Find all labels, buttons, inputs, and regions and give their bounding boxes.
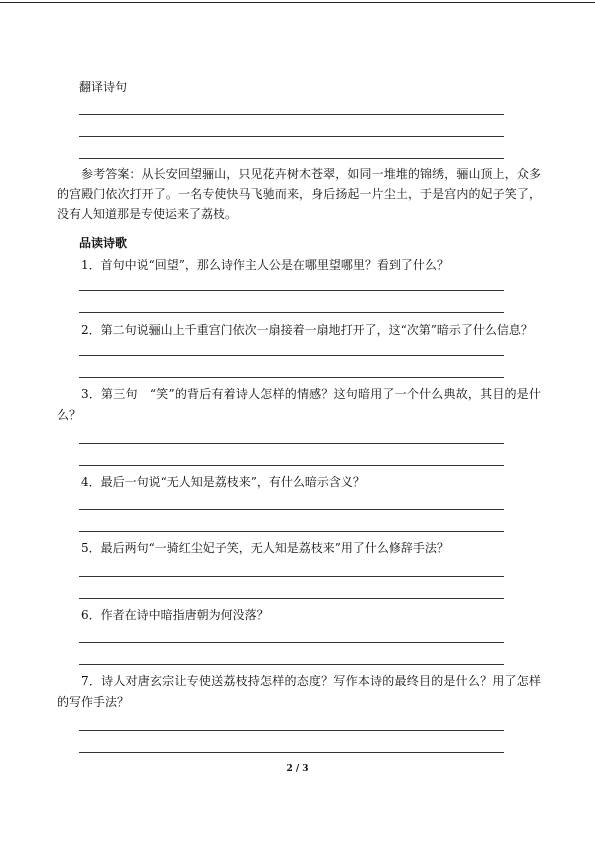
question-text: 6．作者在诗中暗指唐朝为何没落？ [81, 608, 269, 622]
answer-line[interactable] [79, 752, 504, 753]
answer-line[interactable] [79, 312, 504, 313]
translate-label: 翻译诗句 [79, 80, 128, 94]
question-text: 1．首句中说“回望”，那么诗作主人公是在哪里望哪里？看到了什么？ [81, 258, 449, 272]
answer-line[interactable] [79, 355, 504, 356]
reference-answer [57, 164, 541, 224]
answer-line[interactable] [79, 576, 504, 577]
answer-line[interactable] [79, 465, 504, 466]
question-text: 3．第三句 “笑”的背后有着诗人怎样的情感？这句暗用了一个什么典故，其目的是什么？ [57, 387, 541, 422]
question-3 [57, 384, 541, 426]
answer-line[interactable] [79, 664, 504, 665]
answer-line[interactable] [79, 290, 504, 291]
question-text: 5．最后两句“一骑红尘妃子笑，无人知是荔枝来”用了什么修辞手法？ [81, 541, 449, 555]
answer-line[interactable] [79, 642, 504, 643]
question-6 [57, 605, 541, 626]
answer-line[interactable] [79, 443, 504, 444]
reference-answer-text: 参考答案：从长安回望骊山，只见花卉树木苍翠，如同一堆堆的锦绣，骊山顶上，众多的宫殿门依次打开了。一名专使快马飞驰而来，身后扬起一片尘土，于是宫内的妃子笑了，没有人知道那是专使运来了荔枝。 [57, 167, 541, 221]
question-1 [57, 255, 541, 276]
question-text: 4．最后一句说“无人知是荔枝来”，有什么暗示含义？ [81, 475, 365, 489]
question-text: 7．诗人对唐玄宗让专使送荔枝持怎样的态度？写作本诗的最终目的是什么？用了怎样的写作手法？ [57, 674, 541, 709]
top-border-line [0, 2, 595, 3]
question-5 [57, 538, 541, 559]
question-7 [57, 671, 541, 713]
answer-line[interactable] [79, 377, 504, 378]
answer-line[interactable] [79, 136, 504, 137]
question-2 [57, 320, 541, 341]
page-number: 2 / 3 [286, 764, 309, 774]
question-text: 2．第二句说骊山上千重宫门依次一扇接着一扇地打开了，这“次第”暗示了什么信息？ [81, 323, 533, 337]
answer-line[interactable] [79, 531, 504, 532]
answer-line[interactable] [79, 158, 504, 159]
answer-line[interactable] [79, 509, 504, 510]
answer-line[interactable] [79, 114, 504, 115]
question-4 [57, 472, 541, 493]
answer-line[interactable] [79, 730, 504, 731]
answer-line[interactable] [79, 598, 504, 599]
section-title: 品读诗歌 [79, 236, 128, 250]
